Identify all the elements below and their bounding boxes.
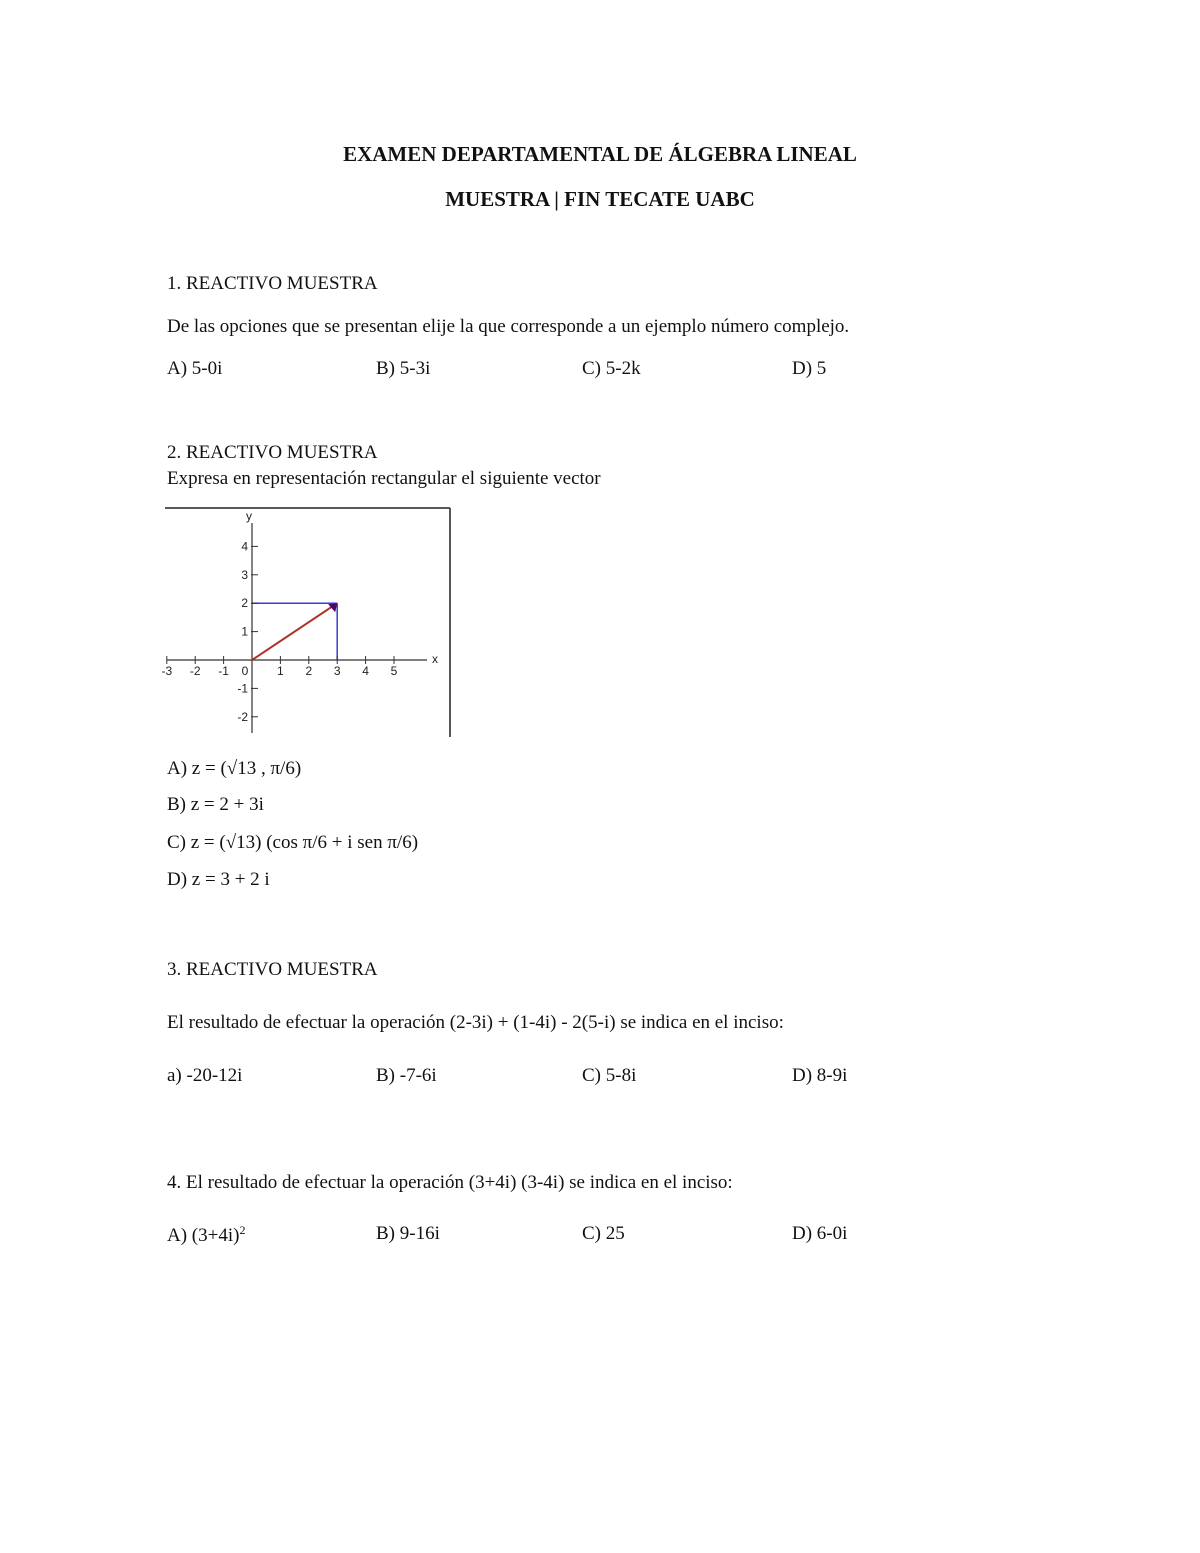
x-tick-label--3: -3 bbox=[161, 664, 173, 678]
x-tick-label-0: 0 bbox=[241, 664, 249, 678]
page-subtitle: MUESTRA | FIN TECATE UABC bbox=[445, 187, 755, 211]
q2-option-c: C) z = (√13) (cos π/6 + i sen π/6) bbox=[167, 832, 419, 853]
q3-heading: 3. REACTIVO MUESTRA bbox=[167, 959, 378, 980]
q2-heading: 2. REACTIVO MUESTRA bbox=[167, 442, 378, 463]
q3-option-b: B) -7-6i bbox=[376, 1065, 437, 1086]
q1-heading: 1. REACTIVO MUESTRA bbox=[167, 273, 378, 294]
vector-plot bbox=[161, 507, 453, 737]
q4-option-c: C) 25 bbox=[582, 1223, 625, 1244]
vector-line bbox=[252, 603, 337, 660]
q1-option-b: B) 5-3i bbox=[376, 358, 431, 379]
y-tick-label--2: -2 bbox=[237, 709, 248, 724]
y-tick-label-4: 4 bbox=[241, 539, 248, 554]
q3-prompt: El resultado de efectuar la operación (2-3i) + (1-4i) - 2(5-i) se indica en el inciso: bbox=[167, 1012, 784, 1033]
q4-option-b: B) 9-16i bbox=[376, 1223, 440, 1244]
q4-option-d: D) 6-0i bbox=[792, 1223, 848, 1244]
q1-option-d: D) 5 bbox=[792, 358, 827, 379]
y-tick-label--1: -1 bbox=[237, 681, 248, 696]
x-tick-label--2: -2 bbox=[189, 664, 201, 678]
x-tick-label-1: 1 bbox=[277, 664, 284, 678]
page-title: EXAMEN DEPARTAMENTAL DE ÁLGEBRA LINEAL bbox=[343, 142, 857, 166]
y-tick-label-1: 1 bbox=[241, 624, 248, 639]
x-axis-label: x bbox=[432, 652, 438, 666]
x-tick-label-5: 5 bbox=[390, 664, 398, 678]
q1-prompt: De las opciones que se presentan elije la que corresponde a un ejemplo número complejo. bbox=[167, 316, 850, 337]
y-axis-label: y bbox=[246, 509, 252, 523]
y-tick-label-2: 2 bbox=[241, 596, 248, 611]
q4-option-a-label: A) (3+4i) bbox=[167, 1225, 240, 1246]
q1-option-a: A) 5-0i bbox=[167, 358, 223, 379]
q2-option-d: D) z = 3 + 2 i bbox=[167, 869, 270, 890]
q2-prompt: Expresa en representación rectangular el siguiente vector bbox=[167, 468, 601, 489]
q2-option-b: B) z = 2 + 3i bbox=[167, 794, 264, 815]
y-tick-label-3: 3 bbox=[241, 567, 248, 582]
q4-option-a bbox=[167, 1223, 245, 1247]
q3-option-c: C) 5-8i bbox=[582, 1065, 637, 1086]
q3-option-a: a) -20-12i bbox=[167, 1065, 243, 1086]
x-tick-label-2: 2 bbox=[305, 664, 313, 678]
x-tick-label--1: -1 bbox=[218, 664, 229, 678]
q4-prompt: 4. El resultado de efectuar la operación (3+4i) (3-4i) se indica en el inciso: bbox=[167, 1172, 733, 1193]
q3-option-d: D) 8-9i bbox=[792, 1065, 848, 1086]
q2-option-a: A) z = (√13 , π/6) bbox=[167, 758, 302, 779]
x-tick-label-3: 3 bbox=[333, 664, 341, 678]
x-tick-label-4: 4 bbox=[362, 664, 369, 678]
q4-option-a-exponent: 2 bbox=[239, 1223, 246, 1237]
q1-option-c: C) 5-2k bbox=[582, 358, 641, 379]
